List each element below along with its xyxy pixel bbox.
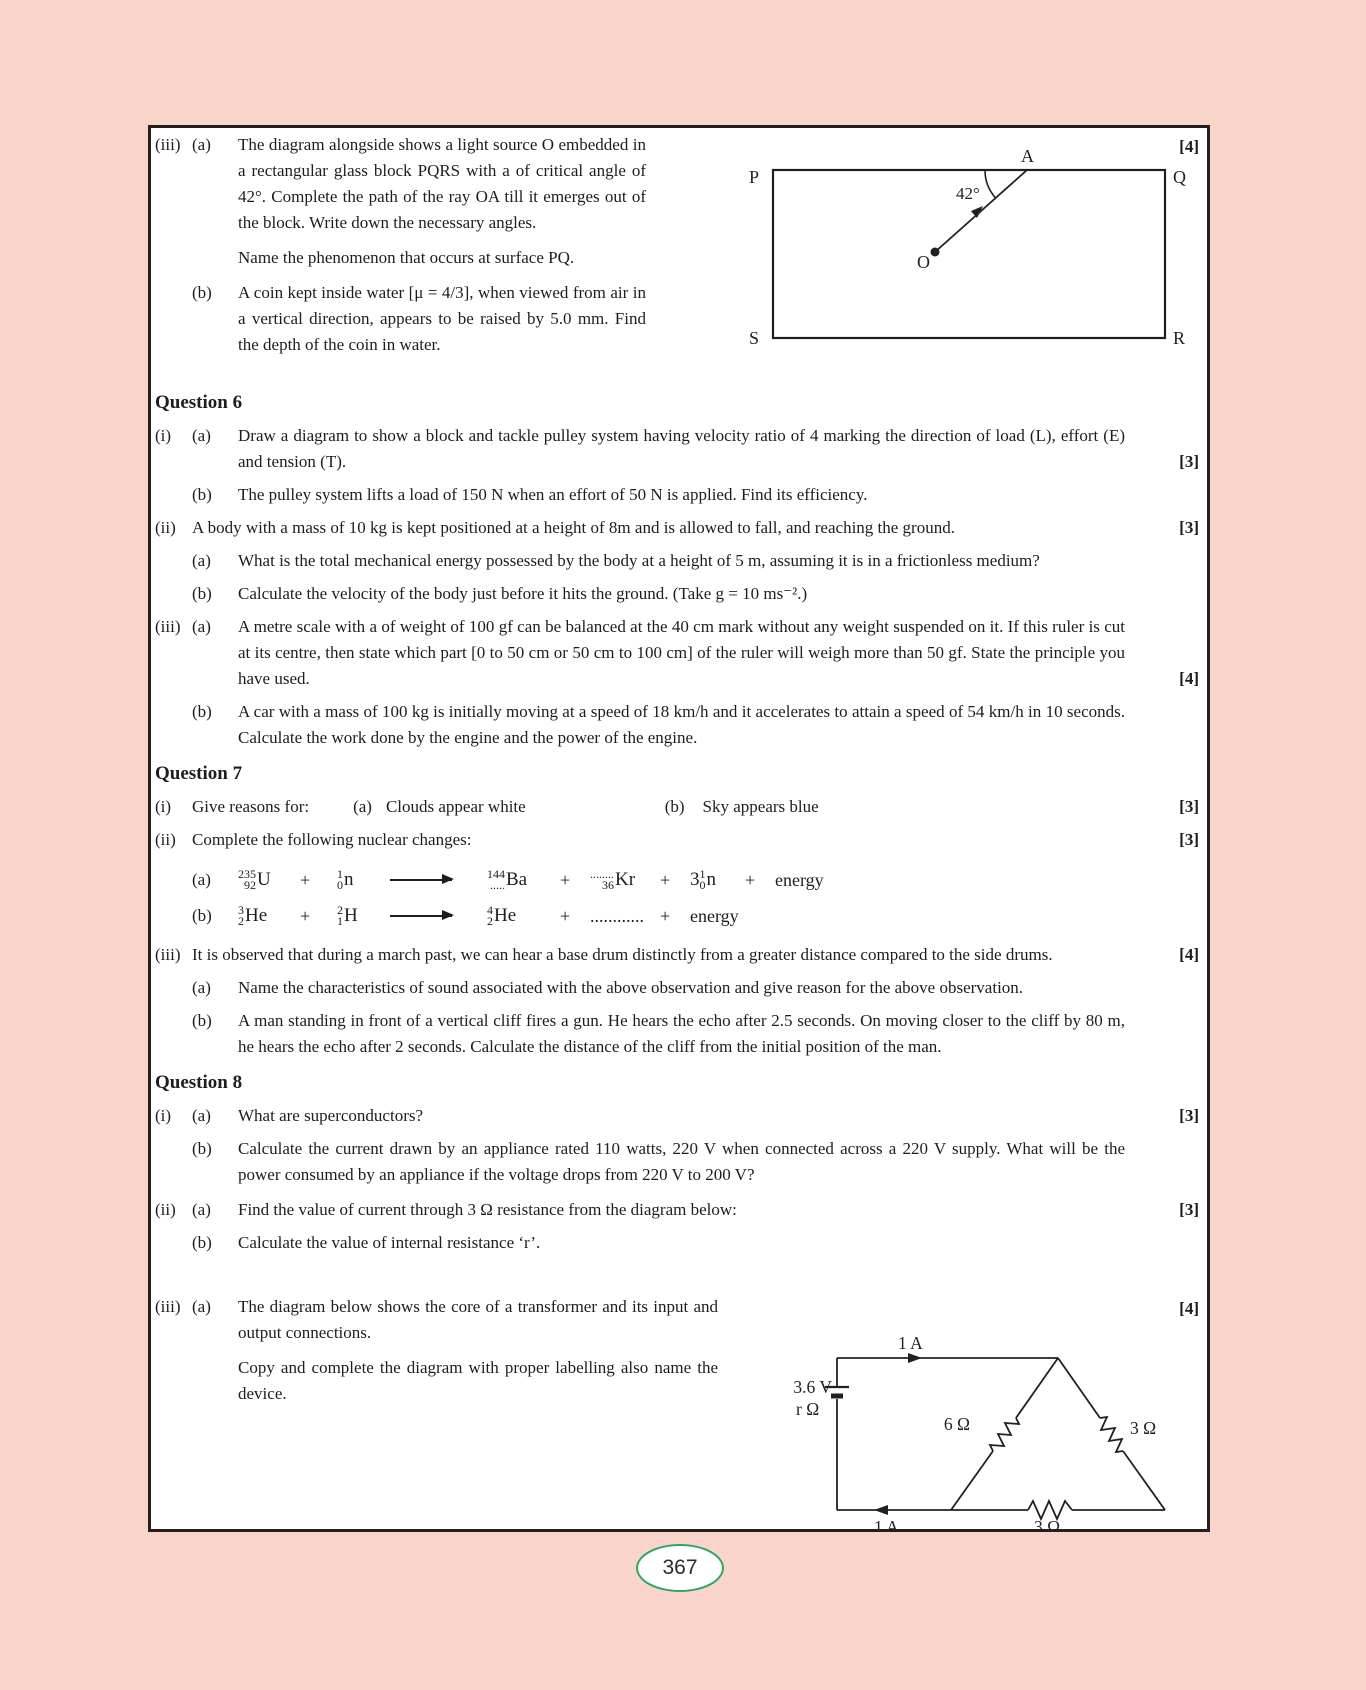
resistor-right-label: 3 Ω: [1130, 1418, 1157, 1438]
item-number: (ii): [155, 518, 176, 537]
q8-i-b-row: [151, 1136, 1207, 1188]
item-letter: (a): [192, 1297, 211, 1316]
reaction-arrow-icon: [390, 915, 452, 917]
question-text: Name the phenomenon that occurs at surface PQ.: [238, 248, 575, 267]
question-text: Draw a diagram to show a block and tackle pulley system having velocity ratio of 4 marking the direction of load (L), effort (E) and tension (T).: [238, 426, 1125, 471]
q7-i-row: [151, 794, 1207, 820]
atomic-number: 1: [337, 914, 343, 928]
element-symbol: Ba: [506, 869, 528, 890]
marks-badge: [3]: [1179, 830, 1199, 849]
question-text: Find the value of current through 3 Ω resistance from the diagram below:: [238, 1200, 737, 1219]
question-text: What is the total mechanical energy possessed by the body at a height of 5 m, assuming it is in a frictionless medium?: [238, 551, 1040, 570]
q7-iii-a-row: [151, 975, 1207, 1001]
marks-badge: [3]: [1179, 518, 1199, 537]
corner-s-label: S: [749, 328, 760, 348]
energy-label: energy: [690, 906, 739, 926]
mass-number: 2: [337, 903, 343, 917]
q7-equation-a-row: [151, 863, 1207, 897]
q7-iii-row: [151, 942, 1207, 968]
point-a-label: A: [1021, 146, 1034, 166]
question-text: Give reasons for:: [192, 797, 310, 816]
marks-badge: [3]: [1179, 797, 1199, 816]
question-6-title: Question 6: [155, 392, 243, 413]
current-arrow-bottom-icon: [874, 1505, 888, 1515]
element-symbol: n: [344, 869, 354, 890]
question-text: Copy and complete the diagram with proper labelling also name the device.: [238, 1358, 718, 1403]
question-text: Name the characteristics of sound associated with the above observation and give reason for the above observation.: [238, 978, 1024, 997]
q6-ii-a-row: [151, 548, 1207, 574]
resistor-3ohm-right: [1100, 1417, 1123, 1452]
mass-number: 4: [487, 903, 493, 917]
marks-badge: [3]: [1179, 1200, 1199, 1219]
marks-badge: [4]: [1179, 1299, 1199, 1318]
current-bottom-label: 1 A: [874, 1517, 899, 1537]
current-arrow-top-icon: [908, 1353, 922, 1363]
plus-sign: +: [300, 906, 311, 926]
q7-ii-row: [151, 827, 1207, 853]
question-text: It is observed that during a march past, we can hear a base drum distinctly from a greater distance compared to the side drums.: [192, 945, 1053, 964]
wire: [1016, 1358, 1058, 1418]
plus-sign: +: [660, 906, 671, 926]
question-text: A metre scale with a of weight of 100 gf can be balanced at the 40 cm mark without any weight suspended on it. If this ruler is cut at its centre, then state which part [0 to 50 cm or 50 cm to 100 cm] of the ruler will weigh more than 50 gf. State the principle you have used.: [238, 617, 1125, 688]
element-symbol: U: [257, 869, 271, 890]
coefficient: 3: [690, 869, 700, 890]
resistor-6ohm-label: 6 Ω: [943, 1414, 970, 1434]
marks-badge: [3]: [1179, 1106, 1199, 1125]
isotope-krypton: [590, 867, 660, 893]
mass-number: 235: [238, 867, 256, 881]
marks-badge: [3]: [1179, 452, 1199, 471]
isotope-deuterium: [337, 903, 390, 929]
atomic-number: 2: [487, 914, 493, 928]
item-letter: (b): [664, 797, 685, 816]
resistor-6ohm: [990, 1418, 1019, 1451]
section-q8-iii: [151, 1294, 1207, 1537]
question-text: The diagram alongside shows a light source O embedded in a rectangular glass block PQRS with a of critical angle of 42°. Complete the path of the ray OA till it emerges out of the block. Write down the necessary angles.: [238, 135, 646, 232]
wire: [951, 1451, 993, 1510]
plus-sign: +: [560, 870, 571, 890]
question-text: Complete the following nuclear changes:: [192, 830, 472, 849]
atomic-number: 2: [238, 914, 244, 928]
q7-iii-b-row: [151, 1008, 1207, 1060]
q7-equation-b-row: [151, 899, 1207, 933]
atomic-number: 36: [602, 878, 614, 892]
energy-label: energy: [775, 870, 824, 890]
atomic-number: 92: [244, 878, 256, 892]
item-letter: (b): [192, 906, 212, 925]
battery-voltage-label: 3.6 V: [793, 1377, 832, 1397]
q6-ii-b-row: [151, 581, 1207, 607]
item-number: (i): [155, 426, 172, 445]
mass-number: 144: [487, 867, 505, 881]
item-letter: (a): [192, 617, 211, 636]
question-text: Calculate the current drawn by an appliance rated 110 watts, 220 V when connected across a 220 V supply. What will be the power consumed by an appliance if the voltage drops from 220 V to 200 V?: [238, 1139, 1125, 1184]
isotope-3-neutrons: [690, 867, 745, 893]
angle-arc: [985, 170, 996, 198]
item-letter: (b): [192, 702, 212, 721]
section-q5-iii: [151, 132, 1207, 380]
item-letter: (a): [192, 551, 211, 570]
item-number: (iii): [155, 135, 181, 154]
circuit-diagram: [770, 1333, 1186, 1537]
nuclear-equation-a: [238, 863, 824, 897]
item-number: (i): [155, 1106, 172, 1125]
wire: [1123, 1451, 1165, 1510]
point-o-label: O: [917, 252, 930, 272]
question-text: A coin kept inside water [μ = 4/3], when viewed from air in a vertical direction, appears to be raised by 5.0 mm. Find the depth of the coin in water.: [238, 283, 646, 354]
isotope-helium3: [238, 903, 300, 929]
item-letter: (a): [192, 870, 211, 889]
wire: [1058, 1358, 1100, 1418]
q6-ii-row: [151, 515, 1207, 541]
item-letter: (a): [192, 426, 211, 445]
marks-badge: [4]: [1179, 669, 1199, 688]
resistor-bottom-label: 3 Ω: [1034, 1517, 1061, 1537]
question-text: A car with a mass of 100 kg is initially moving at a speed of 18 km/h and it accelerates to attain a speed of 54 km/h in 10 seconds. Calculate the work done by the engine and the power of the engine.: [238, 702, 1125, 747]
item-letter: (b): [192, 283, 212, 302]
plus-sign: +: [560, 906, 571, 926]
item-number: (iii): [155, 945, 181, 964]
item-letter: (b): [192, 485, 212, 504]
item-letter: (b): [192, 1233, 212, 1252]
element-symbol: H: [344, 905, 358, 926]
q8-ii-b-row: [151, 1230, 1207, 1256]
isotope-barium: [487, 867, 560, 893]
q8-ii-a-row: [151, 1197, 1207, 1223]
item-number: (ii): [155, 830, 176, 849]
item-letter: (a): [192, 1200, 211, 1219]
question-text: The pulley system lifts a load of 150 N when an effort of 50 N is applied. Find its efficiency.: [238, 485, 868, 504]
item-letter: (b): [192, 1011, 212, 1030]
item-letter: (a): [192, 1106, 211, 1125]
element-symbol: He: [494, 905, 517, 926]
item-letter: (b): [192, 584, 212, 603]
question-8-title: Question 8: [155, 1072, 243, 1093]
current-top-label: 1 A: [898, 1333, 923, 1353]
item-number: (i): [155, 797, 172, 816]
item-letter: (a): [192, 978, 211, 997]
element-symbol: n: [706, 869, 716, 890]
q8-i-a-row: [151, 1103, 1207, 1129]
question-text: Sky appears blue: [702, 797, 819, 816]
mass-number: 1: [699, 867, 706, 881]
mass-number-blank: ........: [590, 867, 614, 881]
nuclear-equation-b: [238, 899, 775, 933]
angle-label: 42°: [956, 184, 980, 203]
question-text: A body with a mass of 10 kg is kept positioned at a height of 8m and is allowed to fall, and reaching the ground.: [192, 518, 955, 537]
atomic-number-blank: .....: [490, 878, 505, 892]
internal-resistance-label: r Ω: [796, 1399, 820, 1419]
q6-i-b-row: [151, 482, 1207, 508]
question-text: A man standing in front of a vertical cliff fires a gun. He hears the echo after 2.5 seconds. On moving closer to the cliff by 80 m, he hears the echo after 2 seconds. Calculate the distance of the cliff from the initial position of the man.: [238, 1011, 1125, 1056]
question-text: Clouds appear white: [385, 797, 526, 816]
corner-p-label: P: [749, 167, 760, 187]
light-source-dot: [931, 248, 940, 257]
question-text: Calculate the velocity of the body just before it hits the ground. (Take g = 10 ms⁻².): [238, 584, 808, 603]
isotope-uranium: [238, 867, 300, 893]
glass-block-diagram: [721, 142, 1207, 357]
corner-q-label: Q: [1173, 167, 1186, 187]
blank-dots: ............: [590, 906, 644, 926]
atomic-number: 0: [337, 878, 343, 892]
item-number: (iii): [155, 617, 181, 636]
mass-number: 1: [337, 867, 343, 881]
plus-sign: +: [660, 870, 671, 890]
q6-iii-b-row: [151, 699, 1207, 751]
exam-page: [148, 125, 1210, 1537]
corner-r-label: R: [1173, 328, 1186, 348]
element-symbol: Kr: [615, 869, 636, 890]
plus-sign: +: [745, 870, 756, 890]
page-number-badge: 367: [636, 1544, 724, 1592]
item-letter: (a): [192, 135, 211, 154]
reaction-arrow-icon: [390, 879, 452, 881]
item-letter: (b): [192, 1139, 212, 1158]
question-text: What are superconductors?: [238, 1106, 424, 1125]
question-text: Calculate the value of internal resistance ‘r’.: [238, 1233, 541, 1252]
isotope-neutron: [337, 867, 390, 893]
item-number: (iii): [155, 1297, 181, 1316]
element-symbol: He: [245, 905, 268, 926]
plus-sign: +: [300, 870, 311, 890]
item-number: (ii): [155, 1200, 176, 1219]
item-letter: (a): [353, 797, 372, 816]
ray-oa-line: [935, 170, 1027, 252]
marks-badge: [4]: [1179, 945, 1199, 964]
q6-i-a-row: [151, 423, 1207, 475]
question-7-title: Question 7: [155, 763, 243, 784]
question-text: The diagram below shows the core of a transformer and its input and output connections.: [238, 1297, 718, 1342]
mass-number: 3: [238, 903, 244, 917]
marks-badge: [4]: [1179, 137, 1199, 156]
isotope-helium4: [487, 903, 560, 929]
q6-iii-a-row: [151, 614, 1207, 692]
atomic-number: 0: [699, 878, 706, 892]
